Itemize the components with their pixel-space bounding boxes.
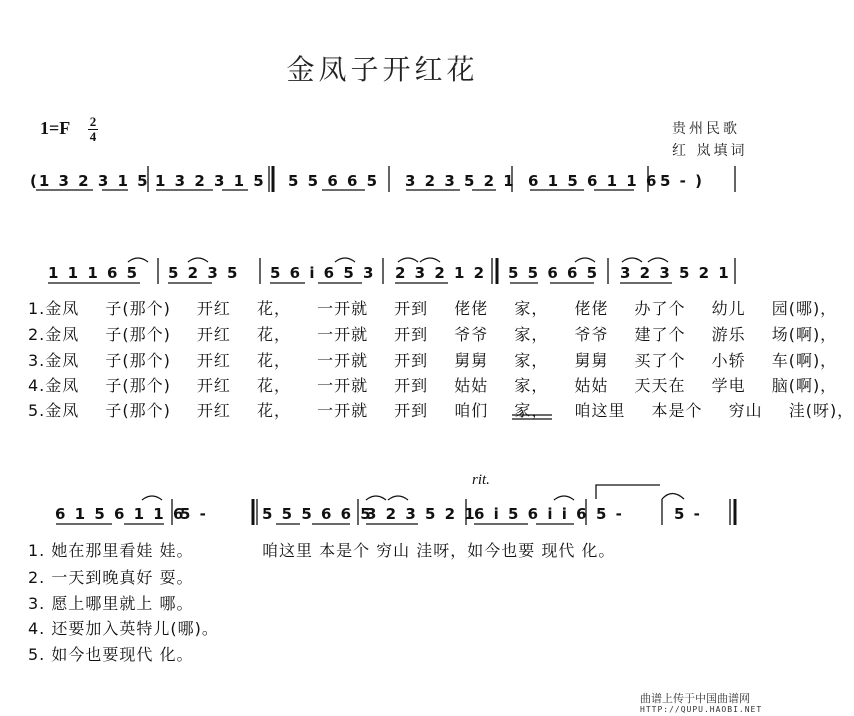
ending-measure-5: 6 i 5 6 i i 6 [474, 505, 589, 523]
tie-mark [622, 258, 642, 262]
tie-mark [398, 258, 418, 262]
coda-lyric: 咱这里 本是个 穷山 洼呀，如今也要 现代 化。 [262, 541, 616, 560]
intro-measure-4: 3 2 3 5 2 1 [405, 172, 516, 190]
meter-bottom: 4 [89, 129, 97, 144]
ending-lyric-4: 4. 还要加入英特儿(哪)。 [28, 619, 219, 638]
verse-lyric-4: 4.金凤 子(那个) 开红 花， 一开就 开到 姑姑 家， 姑姑 天天在 学电 脑(啊)， [28, 376, 838, 395]
verse-lyric-5: 5.金凤 子(那个) 开红 花， 一开就 开到 咱们 家， 咱这里 本是个 穷山 洼(呀)， [28, 401, 854, 420]
intro-measure-5: 6 1 5 6 1 1 6 [528, 172, 659, 190]
ritardando-mark: rit. [472, 472, 490, 488]
ending-measure-4: 3 2 3 5 2 1 [366, 505, 477, 523]
fermata-tie [662, 494, 684, 500]
ending-measure-3: 5 5 5 6 6 5 [262, 505, 373, 523]
key-signature: 1=F [40, 118, 71, 138]
verse-measure-3: 5 6 i 6 5 3 [270, 264, 376, 282]
tie-mark [554, 496, 574, 500]
tie-mark [648, 258, 668, 262]
verse-measure-5: 5 5 6 6 5 [508, 264, 600, 282]
ending-lyric-1: 1. 她在那里看娃 娃。 [28, 541, 194, 560]
watermark-line-1: 曲谱上传于中国曲谱网 [640, 692, 750, 705]
ending-lyric-2: 2. 一天到晚真好 耍。 [28, 568, 194, 587]
verse-measure-2: 5 2 3 5 [168, 264, 240, 282]
intro-measure-1: (1 3 2 3 1 5 [30, 172, 150, 190]
verse-lyric-1: 1.金凤 子(那个) 开红 花， 一开就 开到 佬佬 家， 佬佬 办了个 幼儿 园(哪)， [28, 299, 838, 318]
tie-mark [420, 258, 440, 262]
intro-measure-3: 5 5 6 6 5 [288, 172, 380, 190]
intro-measure-6: 5 - ) [660, 172, 704, 190]
tie-mark [366, 496, 386, 500]
lyricist-credit: 红 岚填词 [672, 143, 748, 159]
tie-mark [142, 496, 162, 500]
tie-mark [335, 258, 355, 262]
tie-mark [128, 258, 148, 262]
ending-lyric-3: 3. 愿上哪里就上 哪。 [28, 594, 194, 613]
meter-top: 2 [89, 114, 97, 129]
ending-measure-7: 5 - [674, 505, 702, 523]
song-title: 金凤子开红花 [286, 53, 479, 86]
ending-measure-6: 5 - [596, 505, 624, 523]
verse-measure-4: 2 3 2 1 2 [395, 264, 487, 282]
verse-measure-6: 3 2 3 5 2 1 [620, 264, 731, 282]
verse-lyric-3: 3.金凤 子(那个) 开红 花， 一开就 开到 舅舅 家， 舅舅 买了个 小轿 车(啊)， [28, 351, 838, 370]
ending-lyric-5: 5. 如今也要现代 化。 [28, 645, 194, 664]
ending-measure-1: 6 1 5 6 1 1 6 [55, 505, 186, 523]
ending-measure-2: 5 - [180, 505, 208, 523]
volta-bracket [596, 485, 660, 499]
verse-measure-1: 1 1 1 6 5 [48, 264, 140, 282]
tie-mark [188, 258, 208, 262]
verse-lyric-2: 2.金凤 子(那个) 开红 花， 一开就 开到 爷爷 家， 爷爷 建了个 游乐 场(啊)， [28, 325, 838, 344]
genre-credit: 贵州民歌 [672, 121, 740, 137]
tie-mark [388, 496, 408, 500]
intro-measure-2: 1 3 2 3 1 5 [155, 172, 266, 190]
tie-mark [575, 258, 595, 262]
watermark-line-2: HTTP://QUPU.HAOBI.NET [640, 705, 763, 714]
